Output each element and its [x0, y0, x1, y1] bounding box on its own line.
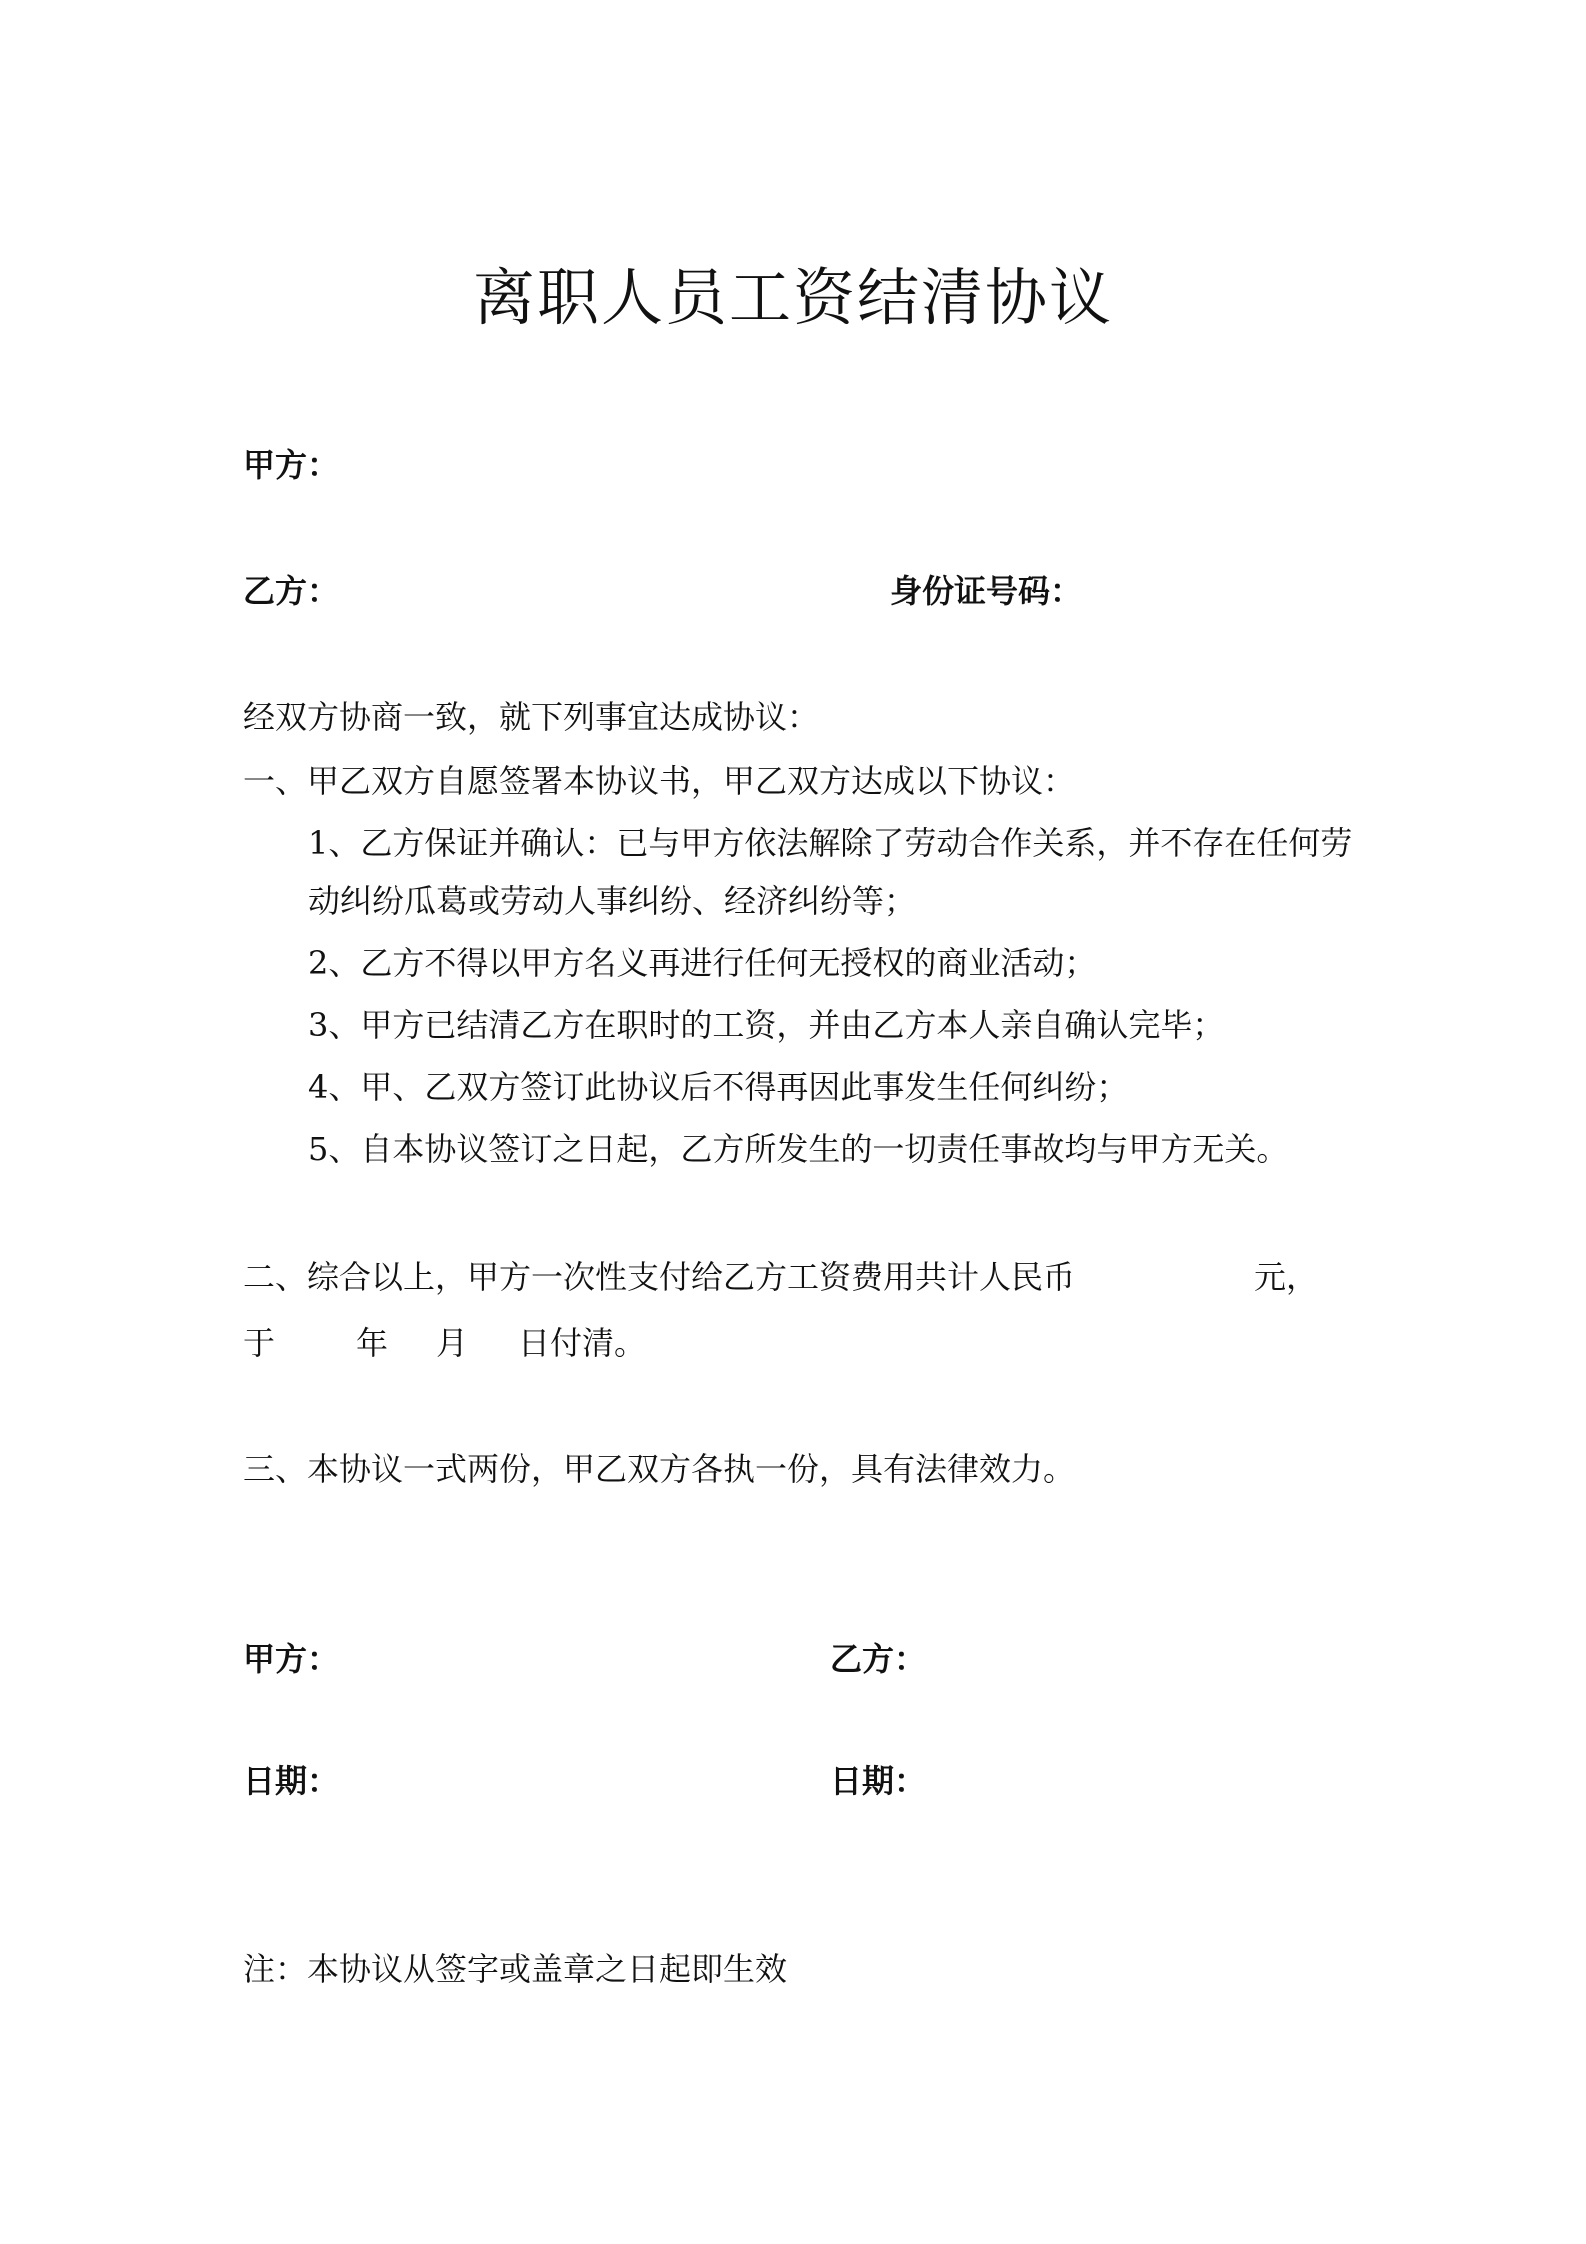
section2-unit: 元，	[1254, 1258, 1319, 1296]
section1-item-1: 1、乙方保证并确认：已与甲方依法解除了劳动合作关系，并不存在任何劳	[308, 824, 1353, 862]
note-text: 注：本协议从签字或盖章之日起即生效	[243, 1950, 788, 1988]
id-number-label: 身份证号码：	[890, 572, 1083, 610]
signature-party-b: 乙方：	[830, 1640, 927, 1678]
section1-item-1-cont: 动纠纷瓜葛或劳动人事纠纷、经济纠纷等；	[308, 882, 917, 920]
section2-month: 月	[436, 1324, 469, 1362]
section2-line1: 二、综合以上，甲方一次性支付给乙方工资费用共计人民币	[243, 1258, 1076, 1296]
intro-text: 经双方协商一致，就下列事宜达成协议：	[243, 698, 820, 736]
section1-item-5: 5、自本协议签订之日起，乙方所发生的一切责任事故均与甲方无关。	[308, 1130, 1289, 1168]
document-title: 离职人员工资结清协议	[472, 261, 1113, 334]
section1-heading: 一、甲乙双方自愿签署本协议书，甲乙双方达成以下协议：	[243, 762, 1076, 800]
signature-party-a: 甲方：	[243, 1640, 340, 1678]
party-b-label: 乙方：	[243, 572, 340, 610]
party-a-label: 甲方：	[243, 446, 340, 484]
section1-item-3: 3、甲方已结清乙方在职时的工资，并由乙方本人亲自确认完毕；	[308, 1006, 1225, 1044]
section3-text: 三、本协议一式两份，甲乙双方各执一份，具有法律效力。	[243, 1450, 1076, 1488]
date-party-b: 日期：	[830, 1762, 927, 1800]
section1-item-2: 2、乙方不得以甲方名义再进行任何无授权的商业活动；	[308, 944, 1097, 982]
date-party-a: 日期：	[243, 1762, 340, 1800]
section1-item-4: 4、甲、乙双方签订此协议后不得再因此事发生任何纠纷；	[308, 1068, 1129, 1106]
section2-yu: 于	[243, 1324, 276, 1362]
section2-year: 年	[356, 1324, 389, 1362]
section2-day: 日付清。	[518, 1324, 647, 1362]
